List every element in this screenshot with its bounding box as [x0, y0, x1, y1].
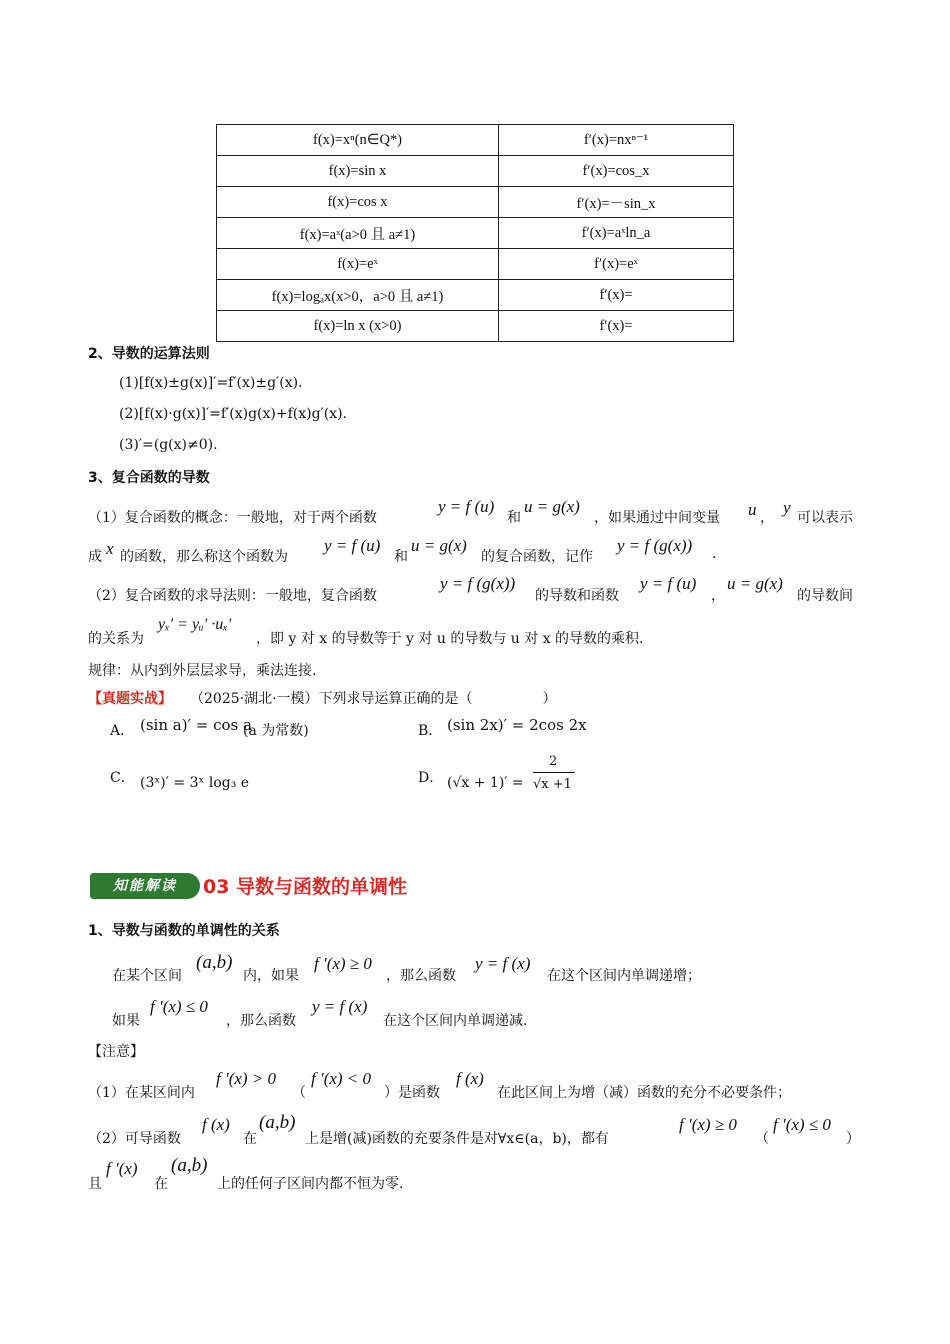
function-cell: f(x)=xⁿ(n∈Q*): [217, 125, 499, 156]
mono-text-3: ，那么函数: [386, 968, 456, 984]
fp-le-zero: f ′(x) ≤ 0: [150, 997, 208, 1016]
derivative-cell: f′(x)=cos_x: [499, 156, 734, 187]
fp-x: f ′(x): [106, 1159, 138, 1178]
fraction-bar: [533, 772, 575, 773]
rule-summary: 规律：从内到外层层求导，乘法连接.: [88, 663, 317, 679]
chain-rule-text-1: （2）复合函数的求导法则：一般地，复合函数: [88, 588, 377, 604]
table-row: [217, 311, 734, 342]
composite-def-text-3: 可以表示: [797, 510, 853, 526]
and-text: 和: [507, 510, 521, 526]
note-2-text-1: （2）可导函数: [88, 1131, 181, 1147]
note-2-text-2: 在: [243, 1131, 257, 1147]
derivative-cell: f′(x)=－sin_x: [499, 187, 734, 218]
fx-2: f (x): [202, 1115, 230, 1134]
note-heading: 【注意】: [88, 1044, 144, 1060]
composite-def-text-4: 成: [88, 549, 102, 565]
composite-def-text-6: 的复合函数，记作: [481, 549, 593, 565]
note-2-text-5: 在: [154, 1176, 168, 1192]
function-cell: f(x)=logₐx(x>0，a>0 且 a≠1): [217, 280, 499, 311]
fp-le-zero-2: f ′(x) ≤ 0: [773, 1115, 831, 1134]
note-1-text-3: 在此区间上为增（减）函数的充分不必要条件；: [497, 1085, 791, 1101]
option-d-numerator: 2: [549, 754, 558, 769]
function-cell: f(x)=cos x: [217, 187, 499, 218]
eq-y-fu-2: y = f (u): [324, 536, 381, 555]
fp-gt-zero: f ′(x) > 0: [216, 1069, 277, 1088]
note-1-text-2: ）是函数: [384, 1085, 440, 1101]
derivative-cell: f′(x)=nxⁿ⁻¹: [499, 125, 734, 156]
exam-question: （2025·湖北·一模）下列求导运算正确的是（ ）: [190, 691, 557, 707]
option-d-denominator: √x +1: [533, 777, 572, 792]
eq-composite: y = f (g(x)): [617, 536, 693, 555]
composite-def-text-1: （1）复合函数的概念：一般地，对于两个函数: [88, 510, 377, 526]
rules-heading: 2、导数的运算法则: [88, 346, 210, 362]
table-row: [217, 156, 734, 187]
and-text-2: 和: [394, 549, 408, 565]
option-c-expr: (3ˣ)′ = 3ˣ log₃ e: [140, 775, 250, 791]
eq-u-gx: u = g(x): [524, 497, 580, 516]
note-1-text-1: （1）在某区间内: [88, 1085, 195, 1101]
y-fx: y = f (x): [475, 954, 531, 973]
chain-rule-text-3: 的导数间: [797, 588, 853, 604]
note-2-text-3: 上是增(减)函数的充要条件是对∀x∈(a，b)，都有: [305, 1131, 609, 1147]
var-y: y: [783, 498, 791, 517]
chain-rule-text-5: ，即 y 对 x 的导数等于 y 对 u 的导数与 u 对 x 的导数的乘积.: [256, 631, 644, 647]
chain-rule-text-2: 的导数和函数: [535, 588, 619, 604]
derivative-cell: f′(x)=: [499, 311, 734, 342]
mono-text-2: 内，如果: [243, 968, 299, 984]
mono-text-1: 在某个区间: [112, 968, 182, 984]
comma-text: ，: [760, 510, 774, 526]
interval-ab-3: (a,b): [171, 1155, 208, 1176]
section-badge: 知能解读: [90, 873, 200, 899]
mono-text-4: 在这个区间内单调递增；: [547, 968, 701, 984]
eq-chain-rule: yₓ′ = yᵤ′ ·uₓ′: [158, 616, 232, 633]
function-cell: f(x)=aˣ(a>0 且 a≠1): [217, 218, 499, 249]
table-row: [217, 187, 734, 218]
eq-y-fgx: y = f (g(x)): [440, 574, 516, 593]
derivative-table: [216, 124, 734, 342]
composite-heading: 3、复合函数的导数: [88, 470, 210, 486]
table-row: [217, 218, 734, 249]
period-text: .: [712, 546, 717, 562]
paren-open: （: [292, 1085, 306, 1101]
note-2-text-6: 上的任何子区间内都不恒为零.: [217, 1176, 404, 1192]
option-d-label[interactable]: D．: [418, 770, 444, 786]
derivative-cell: f′(x)=: [499, 280, 734, 311]
eq-u-gx-2: u = g(x): [411, 536, 467, 555]
rule-quotient: (3)′=(g(x)≠0).: [119, 437, 218, 453]
y-fx-2: y = f (x): [312, 997, 368, 1016]
mono-text-6: ，那么函数: [226, 1013, 296, 1029]
function-cell: f(x)=eˣ: [217, 249, 499, 280]
table-row: [217, 280, 734, 311]
var-x: x: [106, 539, 114, 558]
var-u: u: [748, 500, 757, 519]
function-cell: f(x)=ln x (x>0): [217, 311, 499, 342]
option-d-lhs: (√x + 1)′ =: [447, 775, 524, 791]
interval-ab: (a,b): [196, 952, 233, 973]
fx: f (x): [456, 1069, 484, 1088]
section-title: 03 导数与函数的单调性: [203, 876, 408, 898]
eq-y-fu-3: y = f (u): [640, 574, 697, 593]
table-row: [217, 125, 734, 156]
option-a-note: (a 为常数): [243, 723, 309, 739]
exam-tag: 【真题实战】: [88, 691, 172, 707]
derivative-cell: f′(x)=aˣln_a: [499, 218, 734, 249]
interval-ab-2: (a,b): [259, 1112, 296, 1133]
option-b-label[interactable]: B．: [418, 723, 443, 739]
eq-u-gx-3: u = g(x): [727, 574, 783, 593]
option-a-label[interactable]: A．: [110, 723, 135, 739]
option-b-expr: (sin 2x)′ = 2cos 2x: [447, 716, 587, 734]
composite-def-text-2: ，如果通过中间变量: [594, 510, 720, 526]
comma-text-2: ，: [711, 588, 725, 604]
monotonicity-heading: 1、导数与函数的单调性的关系: [88, 923, 280, 939]
option-a-expr: (sin a)′ = cos a: [140, 716, 252, 734]
note-2-text-4: 且: [88, 1176, 102, 1192]
eq-y-fu: y = f (u): [438, 497, 495, 516]
paren-open-2: （: [755, 1131, 769, 1147]
rule-sum: (1)[f(x)±g(x)]′=f′(x)±g′(x).: [119, 375, 303, 391]
derivative-cell: f′(x)=eˣ: [499, 249, 734, 280]
table-row: [217, 249, 734, 280]
function-cell: f(x)=sin x: [217, 156, 499, 187]
mono-text-7: 在这个区间内单调递减.: [383, 1013, 528, 1029]
mono-text-5: 如果: [112, 1013, 140, 1029]
composite-def-text-5: 的函数，那么称这个函数为: [120, 549, 288, 565]
fp-lt-zero: f ′(x) < 0: [311, 1069, 372, 1088]
option-c-label[interactable]: C．: [110, 770, 135, 786]
chain-rule-text-4: 的关系为: [88, 631, 144, 647]
paren-close: ）: [846, 1131, 860, 1147]
rule-product: (2)[f(x)·g(x)]′=f′(x)g(x)+f(x)g′(x).: [119, 406, 347, 422]
fp-ge-zero: f ′(x) ≥ 0: [314, 954, 372, 973]
fp-ge-zero-2: f ′(x) ≥ 0: [679, 1115, 737, 1134]
